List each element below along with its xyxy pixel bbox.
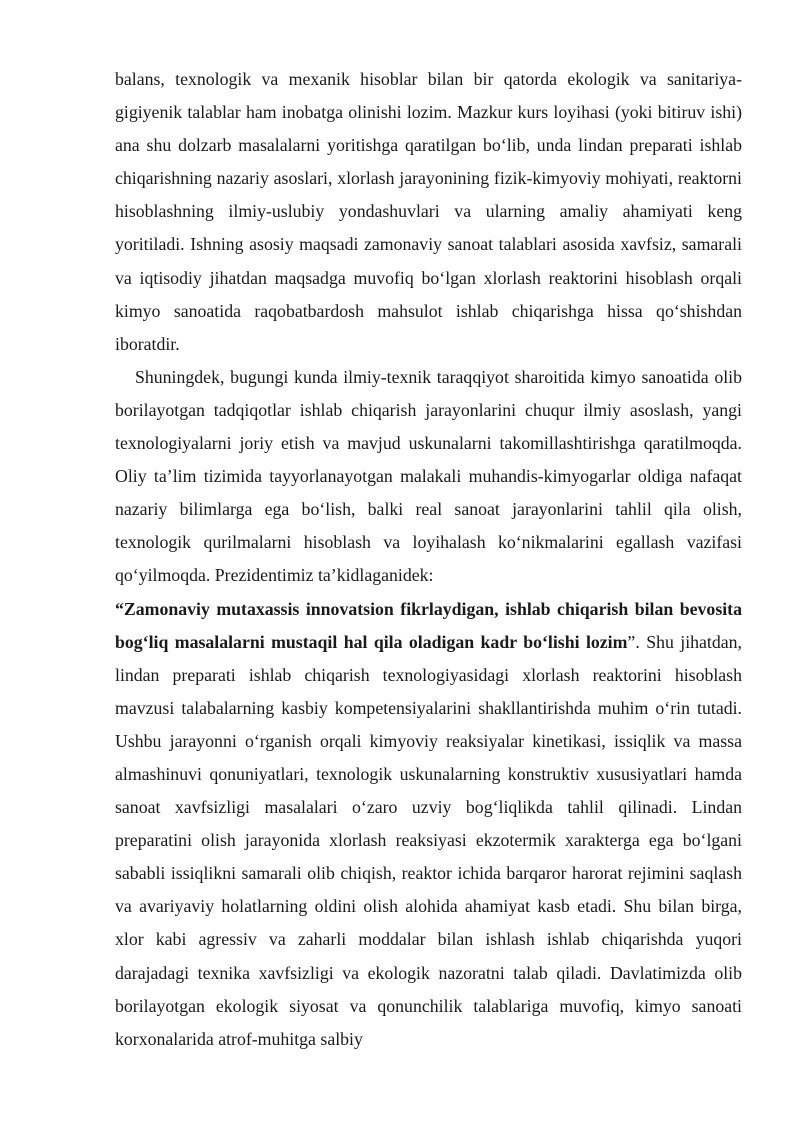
document-page xyxy=(115,63,742,1056)
paragraph-2: Shuningdek, bugungi kunda ilmiy-texnik taraqqiyot sharoitida kimyo sanoatida olib borilayotgan tadqiqotlar ishlab chiqarish jarayonlarini chuqur ilmiy asoslash, yangi texnologiyalarni joriy etish va mavjud uskunalarni takomillashtirishga qaratilmoqda. Oliy ta’lim tizimida tayyorlanayotgan malakali muhandis-kimyogarlar oldiga nafaqat nazariy bilimlarga ega bo‘lish, balki real sanoat jarayonlarini tahlil qila olish, texnologik qurilmalarni hisoblash va loyihalash ko‘nikmalarini egallash vazifasi qo‘yilmoqda. Prezidentimiz ta’kidlaganidek: xyxy=(115,366,742,586)
president-quote: “Zamonaviy mutaxassis innovatsion fikrlaydigan, ishlab chiqarish bilan bevosita bog‘liq masalalarni mustaqil hal qila oladigan kadr bo‘lishi lozim xyxy=(115,598,742,652)
quote-paragraph xyxy=(115,593,742,1056)
paragraph-3: Shu jihatdan, lindan preparati ishlab chiqarish texnologiyasidagi xlorlash reaktorini hisoblash mavzusi talabalarning kasbiy kompetensiyalarini shakllantirishda muhim o‘rin tutadi. Ushbu jarayonni o‘rganish orqali kimyoviy reaksiyalar kinetikasi, issiqlik va massa almashinuvi qonuniyatlari, texnologik uskunalarning konstruktiv xususiyatlari hamda sanoat xavfsizligi masalalari o‘zaro uzviy bog‘liqlikda tahlil qilinadi. Lindan preparatini olish jarayonida xlorlash reaksiyasi ekzotermik xarakterga ega bo‘lgani sababli issiqlikni samarali olib chiqish, reaktor ichida barqaror harorat rejimini saqlash va avariyaviy holatlarning oldini olish alohida ahamiyat kasb etadi. Shu bilan birga, xlor kabi agressiv va zaharli moddalar bilan ishlash ishlab chiqarishda yuqori darajadagi texnika xavfsizligi va ekologik nazoratni talab qiladi. Davlatimizda olib borilayotgan ekologik siyosat va qonunchilik talablariga muvofiq, kimyo sanoati korxonalarida atrof-muhitga salbiy xyxy=(115,631,742,1049)
quote-closing: ”. xyxy=(627,631,640,652)
paragraph-1: balans, texnologik va mexanik hisoblar bilan bir qatorda ekologik va sanitariya-gigiyenik talablar ham inobatga olinishi lozim. Mazkur kurs loyihasi (yoki bitiruv ishi) ana shu dolzarb masalalarni yoritishga qaratilgan bo‘lib, unda lindan preparati ishlab chiqarishning nazariy asoslari, xlorlash jarayonining fizik-kimyoviy mohiyati, reaktorni hisoblashning ilmiy-uslubiy yondashuvlari va ularning amaliy ahamiyati keng yoritiladi. Ishning asosiy maqsadi zamonaviy sanoat talablari asosida xavfsiz, samarali va iqtisodiy jihatdan maqsadga muvofiq bo‘lgan xlorlash reaktorini hisoblash orqali kimyo sanoatida raqobatbardosh mahsulot ishlab chiqarishga hissa qo‘shishdan iboratdir. xyxy=(115,69,742,354)
